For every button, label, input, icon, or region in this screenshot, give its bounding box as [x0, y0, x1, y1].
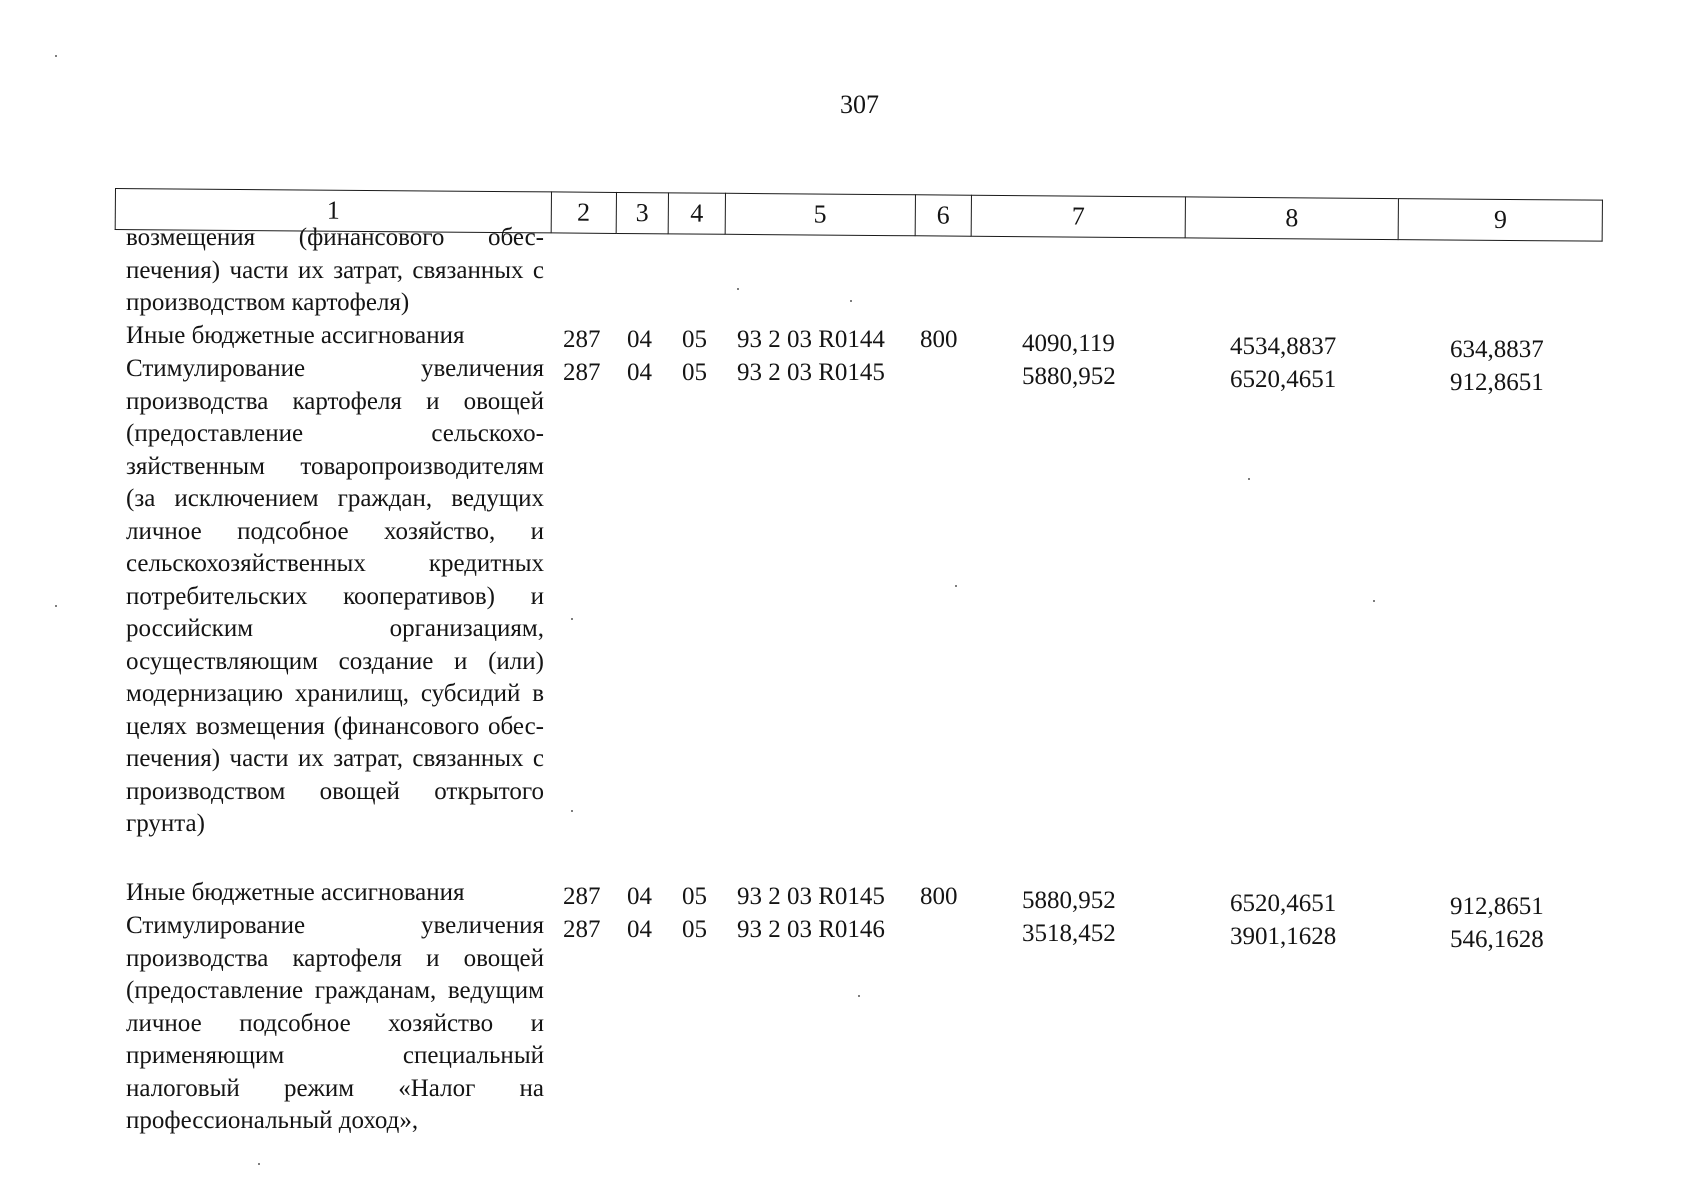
- row-4-code-5: 93 2 03 R0146: [737, 916, 885, 943]
- header-col-3: 3: [616, 192, 669, 233]
- scan-speck: [850, 300, 852, 302]
- scan-speck: [1248, 478, 1250, 480]
- scan-speck: [1373, 600, 1375, 602]
- row-2-code-5: 93 2 03 R0145: [737, 359, 885, 386]
- header-col-8: 8: [1185, 197, 1399, 240]
- row-4-description: Стимулирование увеличения производства картофеля и овощей (предоставление гражданам, ведущим личное подсобное хозяйство и применяющим специальный налоговый режим «Налог на профессиональный доход»,: [126, 912, 544, 1134]
- row-1-amount-7: 4090,119: [1022, 330, 1115, 357]
- page-number: 307: [840, 90, 879, 119]
- row-3-description: Иные бюджетные ассигнования: [126, 879, 465, 906]
- row-0-description: возмещения (финансового обеспечения) части их затрат, связанных с производством картофеля): [126, 224, 544, 316]
- row-3-amount-8: 6520,4651: [1230, 890, 1337, 917]
- row-3-code-5: 93 2 03 R0145: [737, 883, 885, 910]
- row-1-code-2: 287: [563, 326, 601, 353]
- scan-speck: [55, 605, 57, 607]
- scan-speck: [858, 995, 860, 997]
- row-1-description: Иные бюджетные ассигнования: [126, 322, 465, 349]
- row-1-amount-9: 634,8837: [1450, 336, 1544, 363]
- row-4-amount-7: 3518,452: [1022, 920, 1116, 947]
- row-1-code-5: 93 2 03 R0144: [737, 326, 885, 353]
- row-2-amount-9: 912,8651: [1450, 369, 1544, 396]
- row-3-amount-7: 5880,952: [1022, 887, 1116, 914]
- row-1-code-4: 05: [682, 326, 707, 353]
- row-2-code-3: 04: [627, 359, 652, 386]
- row-2-code-2: 287: [563, 359, 601, 386]
- row-2-code-4: 05: [682, 359, 707, 386]
- header-col-6: 6: [915, 195, 972, 236]
- header-col-4: 4: [668, 193, 725, 234]
- row-2-amount-8: 6520,4651: [1230, 366, 1337, 393]
- scan-speck: [55, 55, 57, 57]
- row-3-amount-9: 912,8651: [1450, 893, 1544, 920]
- row-1-code-6: 800: [920, 326, 958, 353]
- row-3-code-4: 05: [682, 883, 707, 910]
- header-col-7: 7: [971, 195, 1185, 238]
- header-col-5: 5: [725, 193, 915, 235]
- row-3-code-3: 04: [627, 883, 652, 910]
- row-4-amount-9: 546,1628: [1450, 926, 1544, 953]
- scan-speck: [955, 585, 957, 587]
- row-1-amount-8: 4534,8837: [1230, 333, 1337, 360]
- header-col-1: 1: [115, 189, 551, 233]
- row-4-code-2: 287: [563, 916, 601, 943]
- row-2-description: Стимулирование увеличения производства картофеля и овощей (предоставление сельскохозяйственным товаропроизводителям (за исключением граждан, ведущих личное подсобное хозяйство, и сельскохозяйственных кредитных потребительских кооперативов) и российским организациям, осуществляющим создание и (или) модернизацию хранилищ, субсидий в целях возмещения (финансового обеспечения) части их затрат, связанных с производством овощей открытого грунта): [126, 355, 544, 837]
- row-4-code-4: 05: [682, 916, 707, 943]
- header-col-2: 2: [551, 192, 616, 234]
- row-3-code-2: 287: [563, 883, 601, 910]
- row-4-amount-8: 3901,1628: [1230, 923, 1337, 950]
- scan-speck: [571, 810, 573, 812]
- scan-speck: [258, 1163, 260, 1165]
- row-2-amount-7: 5880,952: [1022, 363, 1116, 390]
- row-1-code-3: 04: [627, 326, 652, 353]
- row-3-code-6: 800: [920, 883, 958, 910]
- scan-speck: [571, 618, 573, 620]
- header-col-9: 9: [1398, 199, 1602, 242]
- row-4-code-3: 04: [627, 916, 652, 943]
- scan-speck: [737, 288, 739, 290]
